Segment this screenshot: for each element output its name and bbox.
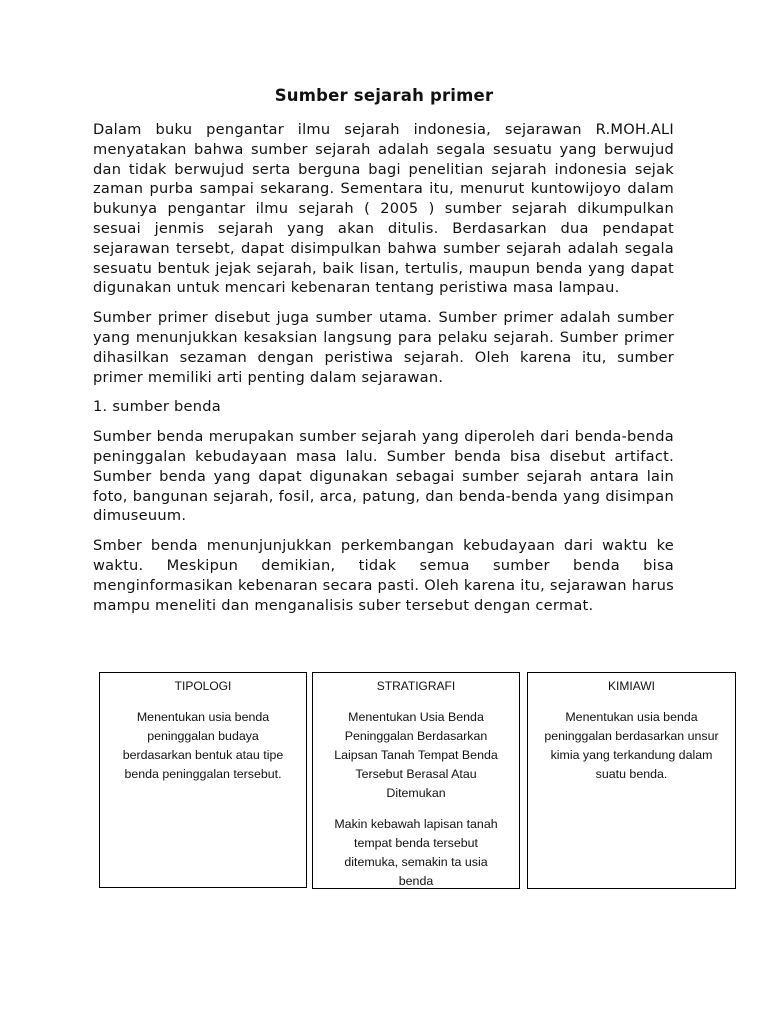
paragraph-sumber-benda: Sumber benda merupakan sumber sejarah yang diperoleh dari benda-benda peninggalan kebudayaan masa lalu. Sumber benda bisa disebut artifact. Sumber benda yang dapat digunakan sebagai sumber sejarah antara lain foto, bangunan sejarah, fosil, arca, patung, dan benda-benda yang disimpan dimuseuum. — [93, 428, 674, 525]
kimiawi-box — [527, 672, 736, 889]
page-title: Sumber sejarah primer — [274, 86, 494, 105]
kimiawi-title: KIMIAWI — [608, 679, 655, 693]
section-heading-sumber-benda: 1. sumber benda — [93, 398, 221, 416]
tipologi-title: TIPOLOGI — [174, 679, 232, 693]
document-body — [93, 120, 674, 625]
stratigrafi-description: Menentukan Usia Benda Peninggalan Berdasarkan Laipsan Tanah Tempat Benda Tersebut Berasal Atau Ditemukan — [334, 710, 498, 800]
paragraph-perkembangan: Smber benda menunjunjukkan perkembangan kebudayaan dari waktu ke waktu. Meskipun demikian, tidak semua sumber benda bisa menginformasikan kebenaran secara pasti. Oleh karena itu, sejarawan harus mampu meneliti dan menganalisis suber tersebut dengan cermat. — [93, 537, 674, 614]
tipologi-box — [99, 672, 307, 888]
stratigrafi-title: STRATIGRAFI — [376, 679, 456, 693]
paragraph-primary-source: Sumber primer disebut juga sumber utama. Sumber primer adalah sumber yang menunjukkan kesaksian langsung para pelaku sejarah. Sumber primer dihasilkan sezaman dengan peristiwa sejarah. Oleh karena itu, sumber primer memiliki arti penting dalam sejarawan. — [93, 309, 674, 386]
stratigrafi-box — [312, 672, 520, 889]
paragraph-definition: Dalam buku pengantar ilmu sejarah indonesia, sejarawan R.MOH.ALI menyatakan bahwa sumber sejarah adalah segala sesuatu yang berwujud dan tidak berwujud serta berguna bagi penelitian sejarah indonesia sejak zaman purba sampai sekarang. Sementara itu, menurut kuntowijoyo dalam bukunya pengantar ilmu sejarah ( 2005 ) sumber sejarah dikumpulkan sesuai jenmis sejarah yang akan ditulis. Berdasarkan dua pendapat sejarawan tersebt, dapat disimpulkan bahwa sumber sejarah adalah segala sesuatu bentuk jejak sejarah, baik lisan, tertulis, maupun benda yang dapat digunakan untuk mencari kebenaran tentang peristiwa masa lampau. — [93, 121, 674, 297]
stratigrafi-note: Makin kebawah lapisan tanah tempat benda tersebut ditemuka, semakin ta usia benda — [334, 817, 498, 888]
tipologi-description: Menentukan usia benda peninggalan budaya berdasarkan bentuk atau tipe benda peninggalan tersebut. — [122, 710, 284, 781]
kimiawi-description: Menentukan usia benda peninggalan berdasarkan unsur kimia yang terkandung dalam suatu benda. — [544, 710, 719, 781]
